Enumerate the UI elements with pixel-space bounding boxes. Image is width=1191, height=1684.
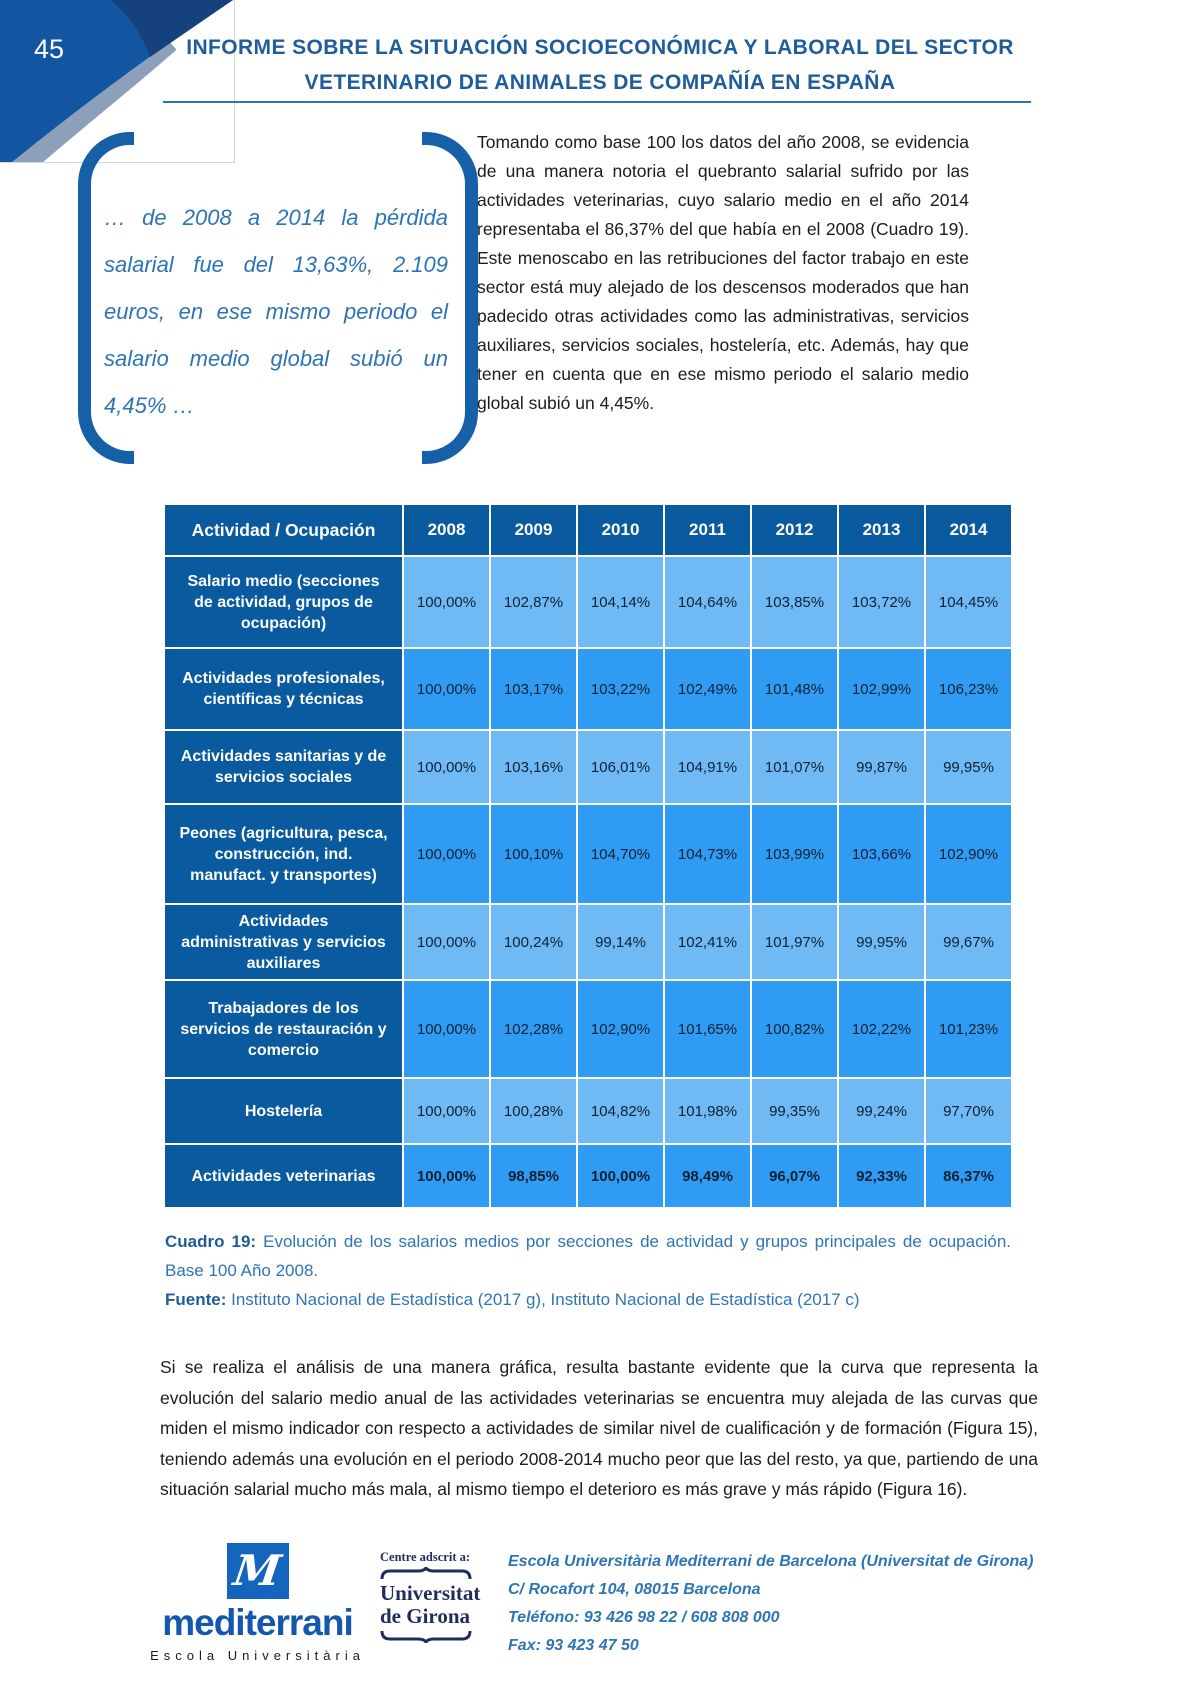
table-cell: 99,14%: [578, 905, 663, 979]
contact-line-fax: Fax: 93 423 47 50: [508, 1637, 639, 1654]
page-number: 45: [34, 34, 65, 64]
table-cell: 86,37%: [926, 1145, 1011, 1207]
table-cell: 104,73%: [665, 805, 750, 903]
table-cell: 96,07%: [752, 1145, 837, 1207]
table-cell: 102,90%: [926, 805, 1011, 903]
table-cell: 106,23%: [926, 649, 1011, 729]
table-cell: 104,91%: [665, 731, 750, 803]
table-cell: 99,95%: [839, 905, 924, 979]
pull-quote: … de 2008 a 2014 la pérdida salarial fue del 13,63%, 2.109 euros, en ese mismo periodo el salario medio global subió un 4,45% …: [104, 205, 448, 418]
table-cell: 100,00%: [578, 1145, 663, 1207]
table-cell: 104,82%: [578, 1079, 663, 1143]
table-header-year: 2009: [491, 505, 576, 555]
contact-info: [508, 1548, 1034, 1660]
table-cell: 99,67%: [926, 905, 1011, 979]
table-cell: 101,97%: [752, 905, 837, 979]
table-header-year: 2011: [665, 505, 750, 555]
mediterrani-m-icon: [227, 1543, 289, 1599]
table-cell: 99,35%: [752, 1079, 837, 1143]
table-cell: 102,22%: [839, 981, 924, 1077]
girona-brace-top-icon: [380, 1567, 472, 1580]
intro-paragraph: Tomando como base 100 los datos del año 2008, se evidencia de una manera notoria el quebranto salarial sufrido por las actividades veterinarias, cuyo salario medio en el año 2014 representaba el 86,37% del que había en el 2008 (Cuadro 19). Este menoscabo en las retribuciones del factor trabajo en este sector está muy alejado de los descensos moderados que han padecido otras actividades como las administrativas, servicios auxiliares, servicios sociales, hostelería, etc. Además, hay que tener en cuenta que en ese mismo periodo el salario medio global subió un 4,45%.: [477, 132, 969, 413]
table-header-year: 2012: [752, 505, 837, 555]
table-cell: 101,65%: [665, 981, 750, 1077]
table-cell: 100,00%: [404, 1079, 489, 1143]
table-cell: 103,99%: [752, 805, 837, 903]
page-title-line2: VETERINARIO DE ANIMALES DE COMPAÑÍA EN ESPAÑA: [304, 71, 896, 94]
table-header-year: 2014: [926, 505, 1011, 555]
table-row-label: Actividades sanitarias y de servicios sociales: [165, 731, 402, 803]
table-cell: 100,00%: [404, 731, 489, 803]
page-title-line1: INFORME SOBRE LA SITUACIÓN SOCIOECONÓMICA Y LABORAL DEL SECTOR: [186, 36, 1014, 59]
table-row-label: Hostelería: [165, 1079, 402, 1143]
girona-name-line1: Universitat: [380, 1581, 481, 1605]
table-cell: 101,23%: [926, 981, 1011, 1077]
table-cell: 102,41%: [665, 905, 750, 979]
mediterrani-m-letter: M: [230, 1546, 285, 1595]
mediterrani-logo: [150, 1543, 365, 1663]
mediterrani-subtitle: Escola Universitària: [150, 1648, 365, 1663]
table-row-label: Actividades administrativas y servicios auxiliares: [165, 905, 402, 979]
table-row-label: Actividades veterinarias: [165, 1145, 402, 1207]
table-cell: 102,99%: [839, 649, 924, 729]
table-cell: 99,95%: [926, 731, 1011, 803]
girona-name-line2: de Girona: [380, 1604, 471, 1628]
table-cell: 103,72%: [839, 557, 924, 647]
table-cell: 106,01%: [578, 731, 663, 803]
table-caption: [165, 1227, 1011, 1314]
source-label: Fuente:: [165, 1290, 227, 1309]
caption-text: Evolución de los salarios medios por secciones de actividad y grupos principales de ocupación. Base 100 Año 2008.: [165, 1232, 1012, 1280]
table-header-activity: Actividad / Ocupación: [165, 505, 402, 555]
table-cell: 102,87%: [491, 557, 576, 647]
table-cell: 98,49%: [665, 1145, 750, 1207]
girona-pretext: Centre adscrit a:: [380, 1550, 471, 1564]
table-cell: 100,00%: [404, 1145, 489, 1207]
table-cell: 98,85%: [491, 1145, 576, 1207]
analysis-paragraph: Si se realiza el análisis de una manera gráfica, resulta bastante evidente que la curva que representa la evolución del salario medio anual de las actividades veterinarias se encuentra muy alejada de las curvas que miden el mismo indicador con respecto a actividades de similar nivel de cualificación y de formación (Figura 15), teniendo además una evolución en el periodo 2008-2014 mucho peor que las del resto, ya que, partiendo de una situación salarial mucho más mala, al mismo tiempo el deterioro es más grave y más rápido (Figura 16).: [160, 1357, 1038, 1499]
table-cell: 100,00%: [404, 981, 489, 1077]
table-header-year: 2013: [839, 505, 924, 555]
contact-line-school: Escola Universitària Mediterrani de Barcelona (Universitat de Girona): [508, 1553, 1034, 1570]
table-row-label: Peones (agricultura, pesca, construcción, ind. manufact. y transportes): [165, 805, 402, 903]
caption-source-block: [165, 1285, 1011, 1314]
table-cell: 100,82%: [752, 981, 837, 1077]
table-row-label: Salario medio (secciones de actividad, grupos de ocupación): [165, 557, 402, 647]
table-cell: 101,98%: [665, 1079, 750, 1143]
table-cell: 100,00%: [404, 905, 489, 979]
table-cell: 100,10%: [491, 805, 576, 903]
table-cell: 104,14%: [578, 557, 663, 647]
table-cell: 102,49%: [665, 649, 750, 729]
table-cell: 99,87%: [839, 731, 924, 803]
table-cell: 103,66%: [839, 805, 924, 903]
salary-table: [165, 505, 1011, 1207]
table-cell: 103,17%: [491, 649, 576, 729]
table-cell: 104,45%: [926, 557, 1011, 647]
table-cell: 100,28%: [491, 1079, 576, 1143]
table-cell: 97,70%: [926, 1079, 1011, 1143]
table-cell: 102,28%: [491, 981, 576, 1077]
table-header-year: 2010: [578, 505, 663, 555]
girona-brace-bottom-icon: [380, 1630, 472, 1643]
table-cell: 100,24%: [491, 905, 576, 979]
source-text: Instituto Nacional de Estadística (2017 g), Instituto Nacional de Estadística (2017 c): [231, 1290, 860, 1309]
caption-text-block: [165, 1227, 1011, 1285]
table-header-year: 2008: [404, 505, 489, 555]
table-cell: 101,07%: [752, 731, 837, 803]
table-cell: 103,85%: [752, 557, 837, 647]
mediterrani-wordmark: mediterrani: [162, 1602, 353, 1643]
header-rule: [163, 101, 1031, 103]
caption-label: Cuadro 19:: [165, 1232, 257, 1251]
contact-line-phone: Teléfono: 93 426 98 22 / 608 808 000: [508, 1609, 780, 1626]
girona-logo: [380, 1550, 520, 1645]
table-cell: 104,70%: [578, 805, 663, 903]
table-cell: 99,24%: [839, 1079, 924, 1143]
table-cell: 100,00%: [404, 557, 489, 647]
table-cell: 92,33%: [839, 1145, 924, 1207]
table-cell: 104,64%: [665, 557, 750, 647]
table-row-label: Actividades profesionales, científicas y técnicas: [165, 649, 402, 729]
table-cell: 103,22%: [578, 649, 663, 729]
contact-line-address: C/ Rocafort 104, 08015 Barcelona: [508, 1581, 761, 1598]
table-cell: 102,90%: [578, 981, 663, 1077]
page-title: [140, 30, 1060, 100]
table-cell: 101,48%: [752, 649, 837, 729]
table-cell: 103,16%: [491, 731, 576, 803]
table-row-label: Trabajadores de los servicios de restauración y comercio: [165, 981, 402, 1077]
table-cell: 100,00%: [404, 805, 489, 903]
table-cell: 100,00%: [404, 649, 489, 729]
